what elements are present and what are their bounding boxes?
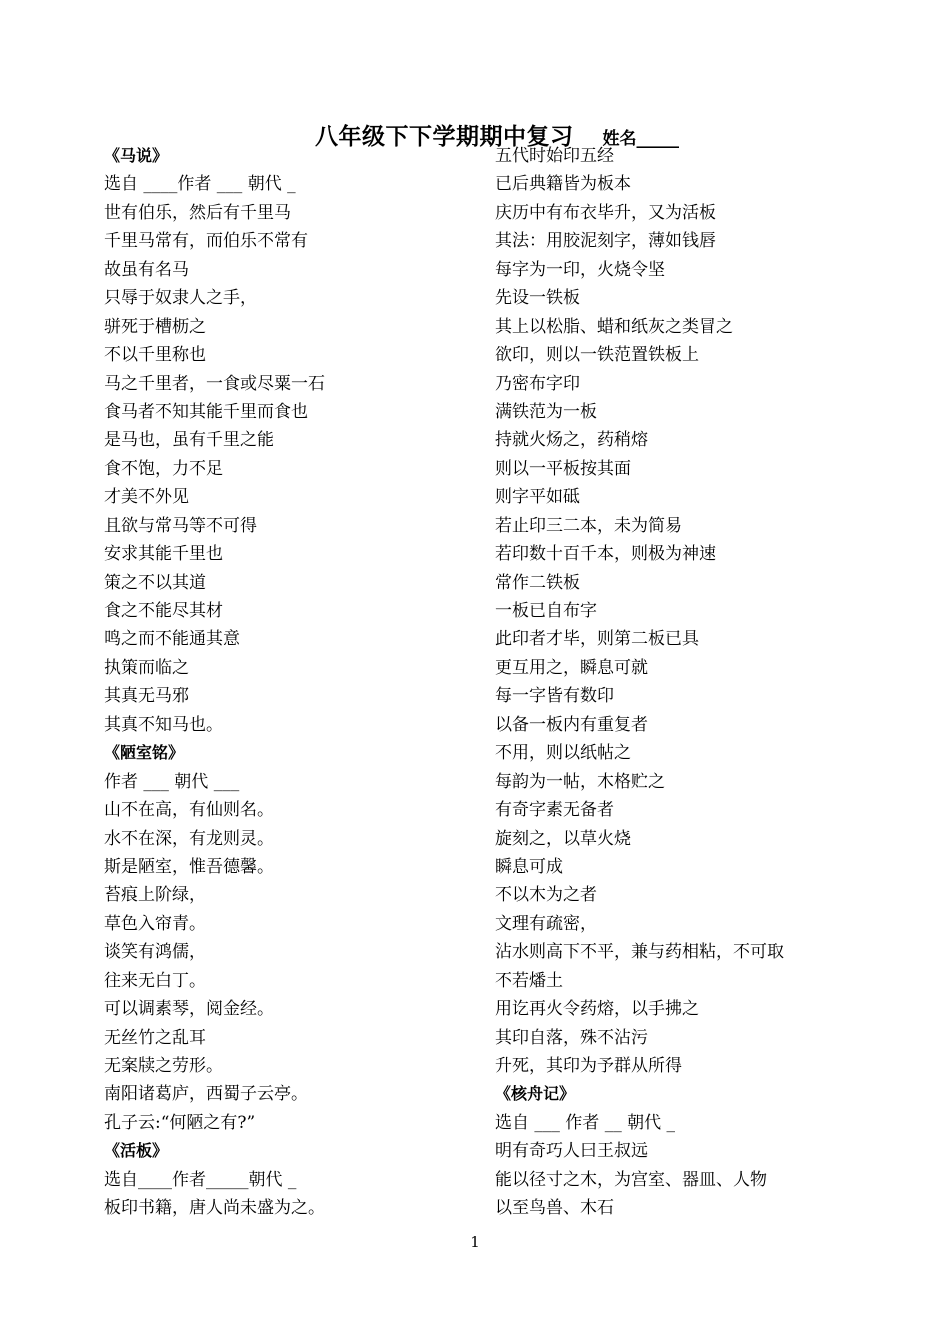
text-line: 更互用之，瞬息可就 xyxy=(495,657,648,678)
text-line: 旋刻之，以草火烧 xyxy=(495,828,631,849)
text-line: 其上以松脂、蜡和纸灰之类冒之 xyxy=(495,316,733,337)
text-line: 满铁范为一板 xyxy=(495,401,597,422)
text-line: 只辱于奴隶人之手， xyxy=(104,288,257,309)
text-line: 谈笑有鸿儒， xyxy=(104,942,206,963)
text-line: 持就火炀之，药稍熔 xyxy=(495,430,648,451)
text-line: 选自 ____作者 ___ 朝代 _ xyxy=(104,174,296,195)
left-column xyxy=(104,142,484,1223)
text-line: 明有奇巧人曰王叔远 xyxy=(495,1141,648,1162)
text-line: 食不饱，力不足 xyxy=(104,458,223,479)
text-line: 板印书籍，唐人尚未盛为之。 xyxy=(104,1198,325,1219)
text-line: 是马也，虽有千里之能 xyxy=(104,430,274,451)
text-line: 乃密布字印 xyxy=(495,373,580,394)
text-line: 其真不知马也。 xyxy=(104,714,223,735)
text-line: 无丝竹之乱耳 xyxy=(104,1027,206,1048)
text-line: 不以木为之者 xyxy=(495,885,597,906)
text-line: 往来无白丁。 xyxy=(104,970,206,991)
text-line: 若止印三二本，未为简易 xyxy=(495,515,682,536)
text-line: 食之不能尽其材 xyxy=(104,601,223,621)
text-line: 马之千里者，一食或尽粟一石 xyxy=(104,373,325,394)
text-line: 骈死于槽枥之 xyxy=(104,316,206,337)
text-line: 欲印，则以一铁范置铁板上 xyxy=(495,345,699,366)
text-line: 用讫再火令药熔，以手拂之 xyxy=(495,999,699,1020)
text-line: 每字为一印，火烧令坚 xyxy=(495,259,665,280)
text-line: 不用，则以纸帖之 xyxy=(495,743,631,764)
text-line: 水不在深，有龙则灵。 xyxy=(104,828,274,849)
text-line: 无案牍之劳形。 xyxy=(104,1056,223,1076)
text-line: 先设一铁板 xyxy=(495,288,580,309)
text-line: 则以一平板按其面 xyxy=(495,458,631,479)
text-line: 一板已自布字 xyxy=(495,601,597,621)
text-line: 其法：用胶泥刻字，薄如钱唇 xyxy=(495,231,716,252)
text-line: 选自 ___ 作者 __ 朝代 _ xyxy=(495,1112,676,1133)
text-line: 食马者不知其能千里而食也 xyxy=(104,401,308,422)
text-line: 能以径寸之木，为宫室、器皿、人物 xyxy=(495,1169,767,1190)
text-line: 其印自落，殊不沾污 xyxy=(495,1027,648,1048)
text-line: 作者 ___ 朝代 ___ xyxy=(104,771,240,792)
text-line: 斯是陋室，惟吾德馨。 xyxy=(104,856,274,877)
text-line: 草色入帘青。 xyxy=(104,913,206,934)
text-line: 苔痕上阶绿， xyxy=(104,885,206,906)
text-line: 才美不外见 xyxy=(104,487,189,508)
text-line: 五代时始印五经 xyxy=(495,146,614,166)
right-column xyxy=(495,142,875,1223)
text-line: 每韵为一帖，木格贮之 xyxy=(495,771,665,792)
text-line: 常作二铁板 xyxy=(495,572,580,593)
text-line: 已后典籍皆为板本 xyxy=(495,174,631,195)
text-line: 且欲与常马等不可得 xyxy=(104,515,257,536)
section-heading: 《马说》 xyxy=(104,146,169,165)
text-line: 选自____作者_____朝代 _ xyxy=(104,1169,297,1190)
page-title: 八年级下下学期期中复习 xyxy=(314,124,574,150)
name-field: 姓名_____ xyxy=(602,129,680,149)
text-line: 不若燔土 xyxy=(495,970,563,991)
text-line: 此印者才毕，则第二板已具 xyxy=(495,629,699,650)
section-heading: 《陋室铭》 xyxy=(104,743,185,763)
section-heading: 《活板》 xyxy=(104,1141,169,1161)
section-heading: 《核舟记》 xyxy=(495,1084,576,1104)
text-line: 若印数十百千本，则极为神速 xyxy=(495,544,716,565)
text-line: 孔子云:“何陋之有?” xyxy=(104,1112,256,1133)
text-line: 不以千里称也 xyxy=(104,345,206,366)
text-line: 其真无马邪 xyxy=(104,686,189,707)
page-number: 1 xyxy=(470,1233,480,1251)
text-line: 以至鸟兽、木石 xyxy=(495,1198,614,1219)
text-line: 沾水则高下不平，兼与药相粘，不可取 xyxy=(495,942,784,963)
text-line: 故虽有名马 xyxy=(104,259,189,280)
text-line: 文理有疏密， xyxy=(495,913,597,934)
text-line: 以备一板内有重复者 xyxy=(495,714,648,735)
text-line: 世有伯乐，然后有千里马 xyxy=(104,202,291,223)
text-line: 鸣之而不能通其意 xyxy=(104,629,240,650)
text-line: 安求其能千里也 xyxy=(104,544,223,565)
text-line: 南阳诸葛庐，西蜀子云亭。 xyxy=(104,1084,308,1105)
text-line: 庆历中有布衣毕升，又为活板 xyxy=(495,202,716,223)
text-line: 山不在高，有仙则名。 xyxy=(104,800,274,821)
text-line: 每一字皆有数印 xyxy=(495,686,614,707)
text-line: 策之不以其道 xyxy=(104,572,206,593)
text-line: 有奇字素无备者 xyxy=(495,800,614,821)
text-line: 千里马常有，而伯乐不常有 xyxy=(104,231,308,252)
text-line: 则字平如砥 xyxy=(495,487,580,508)
text-line: 升死，其印为予群从所得 xyxy=(495,1056,682,1076)
text-line: 可以调素琴，阅金经。 xyxy=(104,999,274,1020)
text-line: 执策而临之 xyxy=(104,657,189,678)
text-line: 瞬息可成 xyxy=(495,856,563,877)
